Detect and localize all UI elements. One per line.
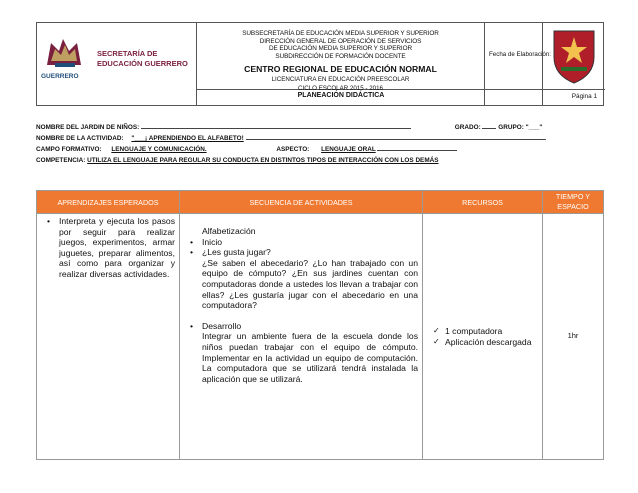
header-recursos: RECURSOS: [423, 191, 543, 214]
header-secuencia: SECUENCIA DE ACTIVIDADES: [180, 191, 423, 214]
actividad-label: NOMBRE DE LA ACTIVIDAD:: [36, 135, 124, 142]
grado-label: GRADO:: [454, 124, 481, 131]
tiempo-value: 1hr: [567, 331, 579, 341]
recurso-item: ✓ Aplicación descargada: [445, 337, 538, 348]
competencia-label: COMPETENCIA:: [36, 157, 86, 164]
aprendizaje-text: • Interpreta y ejecuta los pasos por seguir para realizar juegos, experimentos, armar juguetes, preparar alimentos, así como para organizar y realizar diversas actividades.: [59, 216, 175, 280]
grupo-label: GRUPO:: [498, 124, 524, 131]
info-campo-line: [36, 146, 604, 153]
header-aprendizajes: APRENDIZAJES ESPERADOS: [37, 191, 180, 214]
inicio-label: • Inicio: [202, 237, 418, 248]
pagina-cell: [485, 89, 605, 106]
secuencia-title: Alfabetización: [202, 226, 256, 236]
institution-block: [197, 23, 484, 93]
logo-state: GUERRERO: [41, 73, 79, 80]
planeacion-table: [36, 190, 604, 460]
page-number: Página 1: [571, 93, 597, 100]
centro-title: CENTRO REGIONAL DE EDUCACIÓN NORMAL: [244, 64, 437, 75]
subsecretaria-line: SUBDIRECCIÓN DE FORMACIÓN DOCENTE: [275, 52, 406, 60]
info-actividad-line: [36, 135, 604, 142]
logo-line2: EDUCACIÓN GUERRERO: [97, 59, 188, 68]
pregunta-jugar: • ¿Les gusta jugar?: [202, 247, 418, 258]
info-competencia-line: [36, 157, 604, 164]
subsecretaria-line: SUBSECRETARÍA DE EDUCACIÓN MEDIA SUPERIOR Y SUPERIOR: [242, 30, 439, 37]
secuencia-cell: [180, 214, 423, 460]
subsecretaria-lines: [197, 30, 484, 60]
grupo-value: "___": [525, 124, 543, 131]
secretaria-logo: [41, 37, 191, 87]
subsecretaria-line: DIRECCIÓN GENERAL DE OPERACIÓN DE SERVICIOS: [259, 37, 422, 45]
ciclo-escolar: CICLO ESCOLAR 2015 - 2016: [298, 85, 383, 93]
jardin-label: NOMBRE DEL JARDIN DE NIÑOS:: [36, 124, 140, 131]
desarrollo-label: • Desarrollo: [202, 321, 418, 332]
inicio-text: ¿Se saben el abecedario? ¿Lo han trabajado con un equipo de cómputo? ¿En sus jardines cuentan con computadoras donde a ustedes los llevan a trabajar con ellas? ¿Les gustaría jugar con el abecedario en una computadora?: [202, 257, 418, 311]
recurso-item: ✓ 1 computadora: [445, 326, 538, 337]
recursos-cell: [423, 214, 543, 460]
subsecretaria-line: DE EDUCACIÓN MEDIA SUPERIOR Y SUPERIOR: [269, 45, 412, 53]
fecha-label: Fecha de Elaboración:: [489, 51, 551, 58]
aprendizaje-cell: [37, 214, 180, 460]
logo-cell: [37, 23, 197, 105]
tiempo-cell: [543, 214, 604, 460]
actividad-value: "___¡ APRENDIENDO EL ALFABETO!: [131, 135, 244, 142]
document-header: [36, 22, 604, 106]
logo-line1: SECRETARÍA DE: [97, 49, 158, 58]
campo-label: CAMPO FORMATIVO:: [36, 146, 102, 153]
licenciatura: LICENCIATURA EN EDUCACIÓN PREESCOLAR: [271, 76, 410, 84]
aspecto-label: ASPECTO:: [276, 146, 310, 153]
planeacion-title: PLANEACIÓN DIDÁCTICA: [297, 92, 385, 99]
info-jardin-line: [36, 124, 604, 131]
campo-value: LENGUAJE Y COMUNICACIÓN.: [111, 146, 207, 153]
table-header-row: [37, 191, 604, 214]
aspecto-value: LENGUAJE ORAL: [321, 146, 376, 153]
desarrollo-text: Integrar un ambiente fuera de la escuela donde los niños puedan trabajar con el equipo de cómputo. Implementar en la actividad un equipo de computación. La computadora que se utilizará tendrá instalada la aplicación que se utilizará.: [202, 331, 418, 384]
guerrero-crest-icon: [41, 37, 93, 73]
school-shield-icon: [549, 27, 599, 85]
table-row: [37, 214, 604, 460]
header-tiempo: TIEMPO Y ESPACIO: [543, 191, 604, 214]
planeacion-cell: [197, 89, 485, 106]
competencia-value: UTILIZA EL LENGUAJE PARA REGULAR SU CONDUCTA EN DISTINTOS TIPOS DE INTERACCIÓN CON LOS DEMÁS: [87, 157, 439, 164]
